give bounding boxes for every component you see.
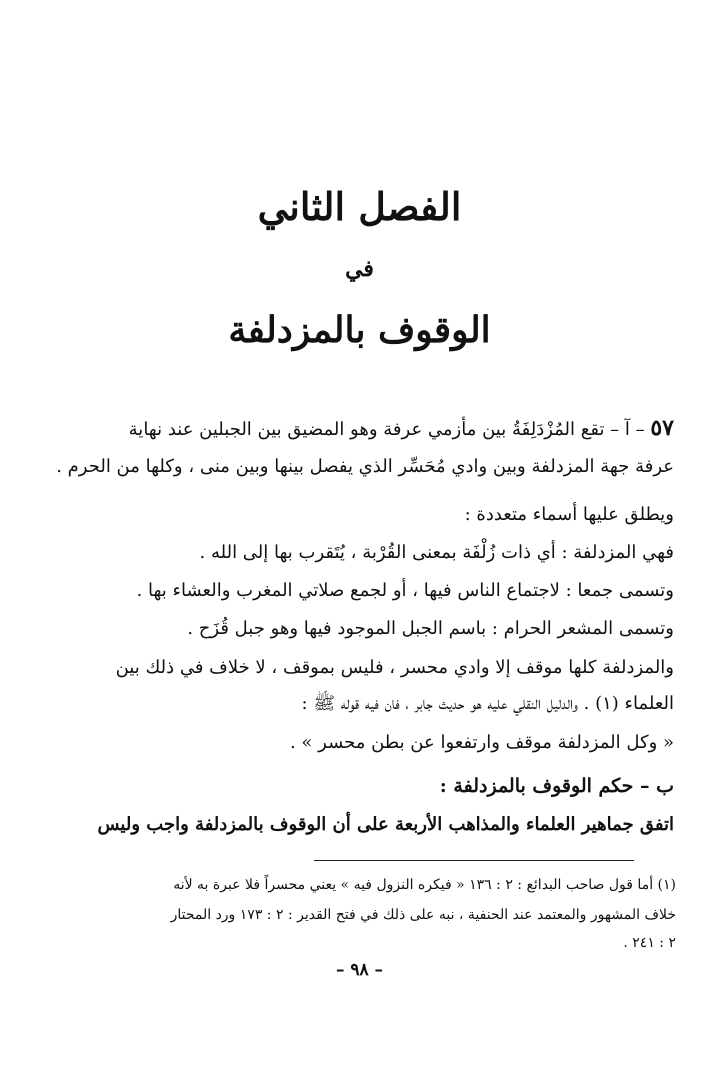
paragraph-line-2: عرفة جهة المزدلفة وبين وادي مُحَسِّر الذي يفصل بينها وبين منى ، وكلها من الحرم . xyxy=(56,456,674,477)
footnote-divider xyxy=(314,860,634,861)
chapter-subtitle: الوقوف بالمزدلفة xyxy=(228,309,491,351)
paragraph-line-4: فهي المزدلفة : أي ذات زُلْفَة بمعنى القُرْبة ، يُتَقرب بها إلى الله . xyxy=(199,542,674,563)
chapter-preposition: في xyxy=(345,256,374,282)
section-number: ٥٧ xyxy=(650,415,674,441)
paragraph-line-8: العلماء (١) . والدليل النقلي عليه هو حديث جابر ، فان فيه قوله ﷺ : xyxy=(301,693,674,714)
paragraph-line-3: ويطلق عليها أسماء متعددة : xyxy=(464,504,674,525)
paragraph-line-1 xyxy=(48,413,674,445)
paragraph-line-6: وتسمى المشعر الحرام : باسم الجبل الموجود فيها وهو جبل قُزَح . xyxy=(187,618,674,639)
section-b-heading: ب – حكم الوقوف بالمزدلفة : xyxy=(439,775,674,797)
footnote-line-1: (١) أما قول صاحب البدائع : ٢ : ١٣٦ « فيكره النزول فيه » يعني محسراً فلا عبرة به لأنه xyxy=(173,877,676,893)
section-b-line-1: اتفق جماهير العلماء والمذاهب الأربعة على أن الوقوف بالمزدلفة واجب وليس xyxy=(97,814,674,835)
paragraph-line-7: والمزدلفة كلها موقف إلا وادي محسر ، فليس بموقف ، لا خلاف في ذلك بين xyxy=(115,657,674,678)
paragraph-line-5: وتسمى جمعا : لاجتماع الناس فيها ، أو لجمع صلاتي المغرب والعشاء بها . xyxy=(136,580,674,601)
page-number: – ٩٨ – xyxy=(335,960,384,980)
footnote-line-2: خلاف المشهور والمعتمد عند الحنفية ، نبه على ذلك في فتح القدير : ٢ : ١٧٣ ورد المحتار xyxy=(170,907,676,923)
chapter-title: الفصل الثاني xyxy=(257,184,462,229)
footnote-line-3: ٢ : ٢٤١ . xyxy=(623,935,676,951)
hadith-quote: « وكل المزدلفة موقف وارتفعوا عن بطن محسر » . xyxy=(289,732,674,753)
paragraph-line-1-text: – آ – تقع المُزْدَلِفَةُ بين مأزمي عرفة وهو المضيق بين الجبلين عند نهاية xyxy=(128,419,645,440)
